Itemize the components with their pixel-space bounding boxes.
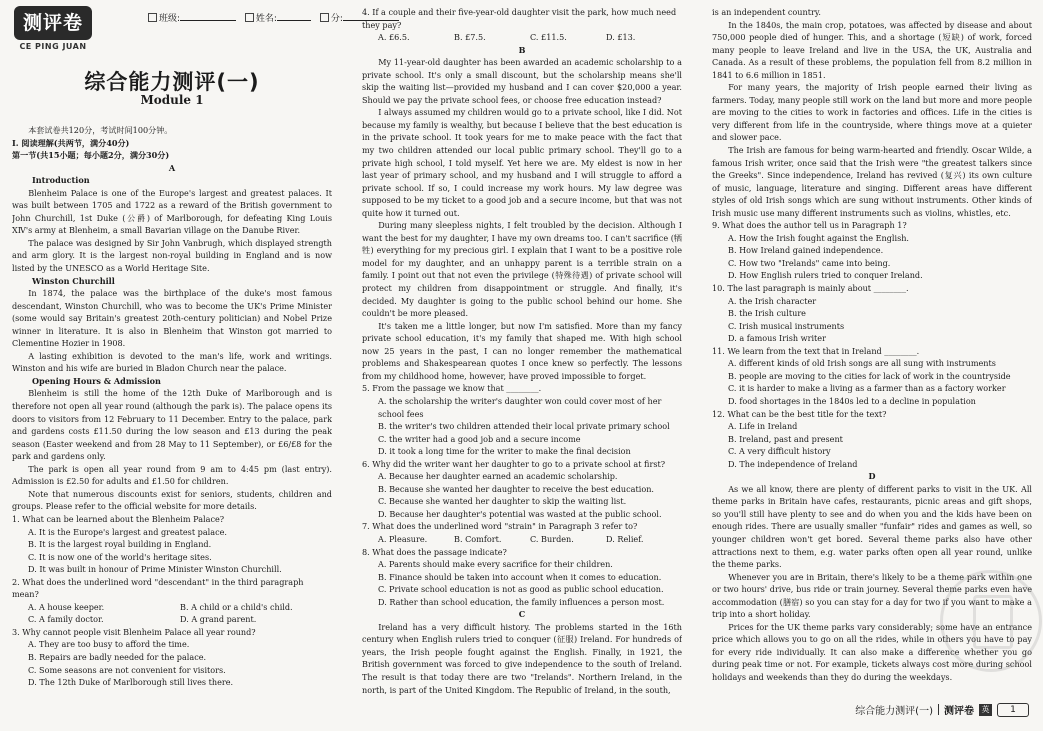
passage-letter: C <box>518 609 526 620</box>
option-choice[interactable]: B. the Irish culture <box>728 308 806 319</box>
section-heading: Ⅰ. 阅读理解(共两节，满分40分) <box>12 137 130 148</box>
name-field-icon <box>245 13 254 22</box>
passage-letter: B <box>518 44 526 55</box>
option-choice[interactable]: A. the scholarship the writer's daughter won could cover most of her school fees <box>378 395 662 419</box>
class-field-blank[interactable] <box>180 11 236 21</box>
option-choice[interactable]: B. the writer's two children attended their local private primary school <box>378 421 670 432</box>
paragraph: As we all know, there are plenty of different parks to visit in the UK. All theme parks in Britain have cafes, restaurants, picnic areas and gift shops, so you'll still have plenty to see and do when you and the kids have been on enough rides. There are usually smaller "funfair" rides and games as well, so younger children won't get bored. Several theme parks also have other attractions next to them, e.g. water parks often open all year round, unlike the theme parks. <box>712 483 1032 570</box>
option-choice[interactable]: D. A grand parent. <box>180 614 257 625</box>
paragraph: Ireland has a very difficult history. The problems started in the 16th century when English rulers tried to conquer (征服) Ireland. For hundreds of years, the Irish people fought against the English. Finally, in 1921, the British government was forced to give independence to the south of Ireland. The result is that today there are two "Irelands". Northern Ireland, in the north, is part of the United Kingdom. The Republic of Ireland, in the south, <box>362 621 682 695</box>
option-choice[interactable]: C. Private school education is not as good as public school education. <box>378 584 664 595</box>
option-choice[interactable]: B. £7.5. <box>454 32 486 43</box>
footer-label: 综合能力测评(一) <box>855 706 933 717</box>
option-choice[interactable]: A. Because her daughter earned an academic scholarship. <box>378 471 618 482</box>
option-choice[interactable]: D. The independence of Ireland <box>728 458 858 469</box>
subheading: Opening Hours & Admission <box>32 375 161 386</box>
question: 1. What can be learned about the Blenheim Palace? <box>12 513 225 524</box>
paragraph: Note that numerous discounts exist for seniors, students, children and groups. Please refer to the official website for more details. <box>12 488 332 512</box>
option-choice[interactable]: D. The 12th Duke of Marlborough still lives there. <box>28 677 234 688</box>
paragraph: The palace was designed by Sir John Vanbrugh, which displayed strength and arm glory. It is the largest non-royal building in England and is now listed by the UNESCO as a World Heritage Site. <box>12 237 332 274</box>
paragraph: It's taken me a little longer, but now I'm satisfied. More than my fancy private school education, it's my family that shaped me. With high school now 25 years in the past, I can no longer remember the mathematical problems and Shakespearean quotes I once knew so perfectly. The lessons from my childhood home, however, have proved impossible to forget. <box>362 320 682 381</box>
option-choice[interactable]: C. A very difficult history <box>728 446 831 457</box>
option-choice[interactable]: B. A child or a child's child. <box>180 601 293 612</box>
option-choice[interactable]: A. How the Irish fought against the English. <box>728 232 910 243</box>
score-field-label: 分: <box>330 14 343 24</box>
passage-letter: A <box>168 162 176 173</box>
option-choice[interactable]: C. How two "Irelands" came into being. <box>728 257 891 268</box>
page-number: 1 <box>997 703 1029 717</box>
question: 8. What does the passage indicate? <box>362 546 507 557</box>
logo-text: 测评卷 <box>14 6 92 40</box>
exam-intro: 本套试卷共120分，考试时间100分钟。 <box>28 125 173 135</box>
question: 9. What does the author tell us in Paragraph 1? <box>712 220 907 231</box>
option-row <box>378 533 682 546</box>
option-choice[interactable]: C. the writer had a good job and a secure income <box>378 433 581 444</box>
section-part-heading: 第一节(共15小题；每小题2分，满分30分) <box>12 150 170 161</box>
question: 7. What does the underlined word "strain" in Paragraph 3 refer to? <box>362 521 638 532</box>
option-row <box>28 613 332 626</box>
option-choice[interactable]: B. It is the largest royal building in England. <box>28 539 212 550</box>
option-choice[interactable]: C. £11.5. <box>530 32 567 43</box>
option-row <box>28 601 332 614</box>
question: 2. What does the underlined word "descendant" in the third paragraph mean? <box>12 576 304 600</box>
option-choice[interactable]: A. Parents should make every sacrifice for their children. <box>378 559 613 570</box>
option-choice[interactable]: A. £6.5. <box>378 32 410 43</box>
name-field-blank[interactable] <box>277 11 311 21</box>
question: 4. If a couple and their five-year-old daughter visit the park, how much need they pay? <box>362 7 677 30</box>
paragraph: Blenheim is still the home of the 12th Duke of Marlborough and is therefore not open all year round (although the park is). The palace opens its doors to visitors from 12 February to 11 December. Entry to the palace, park and gardens costs £11.50 during the low season and £13 during the peak season (Easter weekend and from 28 May to 11 September), or £6/£8 for the park and gardens only. <box>12 388 332 462</box>
option-choice[interactable]: D. a famous Irish writer <box>728 333 826 344</box>
footer-brand: 测评卷 <box>944 706 974 717</box>
option-choice[interactable]: C. It is now one of the world's heritage sites. <box>28 551 212 562</box>
option-choice[interactable]: D. Because her daughter's potential was wasted at the public school. <box>378 508 662 519</box>
paragraph: Whenever you are in Britain, there's likely to be a theme park within one or two hours' drive, bus ride or train journey. Several theme parks even have accommodation (膳宿) so you can stay for a day for two if you want to make a trip into a short holiday. <box>712 571 1032 620</box>
option-choice[interactable]: B. Finance should be taken into account when it comes to education. <box>378 571 662 582</box>
subject-badge: 英 <box>979 704 992 716</box>
question: 12. What can be the best title for the text? <box>712 408 887 419</box>
question: 10. The last paragraph is mainly about ________. <box>712 283 909 294</box>
option-choice[interactable]: D. Relief. <box>606 533 644 544</box>
option-choice[interactable]: B. Repairs are badly needed for the palace. <box>28 651 207 662</box>
option-choice[interactable]: A. different kinds of old Irish songs are all sung with instruments <box>728 358 996 369</box>
question: 3. Why cannot people visit Blenheim Palace all year round? <box>12 626 256 637</box>
name-field-label: 姓名: <box>255 14 277 24</box>
paragraph: A lasting exhibition is devoted to the man's life, work and writings. Winston and his wife are buried in Bladon Church near the palace. <box>12 350 332 374</box>
watermark-seal <box>940 570 1042 672</box>
paragraph: The park is open all year round from 9 am to 4:45 pm (last entry). Admission is £2.50 for adults and £1.50 for children. <box>12 463 332 487</box>
passage-letter: D <box>868 471 876 482</box>
option-choice[interactable]: C. Because she wanted her daughter to skip the waiting list. <box>378 496 627 507</box>
subheading: Introduction <box>32 175 90 186</box>
question: 6. Why did the writer want her daughter to go to a private school at first? <box>362 458 666 469</box>
paragraph: The Irish are famous for being warm-hearted and friendly. Oscar Wilde, a famous Irish writer, once said that the Irish were "the greatest talkers since the Greeks". Since independence, Ireland has revived (复兴) its own culture of music, language, literature and singing. Different areas have different styles of old Irish songs which are sung without instruments. Other kinds of Irish music use many different instruments such as violins, whistles, etc. <box>712 145 1032 218</box>
paragraph: is an independent country. <box>712 7 821 17</box>
option-choice[interactable]: A. A house keeper. <box>28 601 105 612</box>
logo-subtitle: CE PING JUAN <box>19 42 87 51</box>
option-choice[interactable]: B. Comfort. <box>454 533 502 544</box>
paragraph: Prices for the UK theme parks vary considerably; some have an entrance price which allows you to go on all the rides, while in others you have to pay for every ride individually. It can also make a difference whether you go during peak time or not. For example, tickets always cost more during school holidays and weekends than they do during the weekdays. <box>712 621 1032 682</box>
score-field-icon <box>320 13 329 22</box>
paragraph: Blenheim Palace is one of the Europe's largest and greatest palaces. It was built between 1705 and 1722 as a reward of the British government to John Churchill, 1st Duke (公爵) of Marlborough, for defeating King Louis ⅩⅣ's army at Blenheim, a small Bavarian village on the Danube River. <box>12 187 332 236</box>
option-choice[interactable]: D. food shortages in the 1840s led to a decline in population <box>728 395 976 406</box>
option-choice[interactable]: B. people are moving to the cities for lack of work in the countryside <box>728 370 1011 381</box>
class-field-label: 班级: <box>159 14 181 24</box>
column-left <box>12 124 332 689</box>
module-title: Module 1 <box>140 93 204 107</box>
question: 11. We learn from the text that in Ireland ________. <box>712 345 920 356</box>
paragraph: In 1874, the palace was the birthplace of the duke's most famous descendant, Winston Churchill, who was to become the UK's Prime Minister (some would say Britain's greatest 20th-century politician) and Nobel Prize winner in literature. It is also in Blenheim that Winston got married to Clementine Hozier in 1908. <box>12 288 332 349</box>
question: 5. From the passage we know that ________. <box>362 383 542 394</box>
option-row <box>378 31 682 44</box>
paragraph: I always assumed my children would go to a private school, like I did. Not because my family is wealthy, but because I believe that the best education is in the private school. It took years for me to make peace with the fact that my two children attended our local public primary school. They'll go to a private high school, I told myself. Yet here we are. My eldest is now in her last year of primary school, and my husband and I will struggle to afford a private school. If so, I could increase my work hours. My law degree was supposed to be my ticket to a good job and a secure income, but that was not quite how it turned out. <box>362 107 682 218</box>
footer-divider <box>938 704 939 715</box>
option-choice[interactable]: C. it is harder to make a living as a farmer than as a factory worker <box>728 383 1006 394</box>
page-footer <box>855 702 1029 717</box>
option-choice[interactable]: D. it took a long time for the writer to make the final decision <box>378 446 631 457</box>
option-choice[interactable]: D. £13. <box>606 32 636 43</box>
paragraph: For many years, the majority of Irish people earned their living as farmers. Today, many people still work on the land but more and more people are moving to the cities to work in factories and offices. Life in the cities is very different from life in the countryside, where things move at a quieter and slower pace. <box>712 82 1032 143</box>
option-choice[interactable]: C. Some seasons are not convenient for visitors. <box>28 664 226 675</box>
option-choice[interactable]: D. Rather than school education, the family influences a person most. <box>378 596 665 607</box>
option-choice[interactable]: C. Burden. <box>530 533 574 544</box>
option-choice[interactable]: D. It was built in honour of Prime Minister Winston Churchill. <box>28 564 282 575</box>
option-choice[interactable]: A. They are too busy to afford the time. <box>28 639 190 650</box>
subheading: Winston Churchill <box>32 275 115 286</box>
page-title: 综合能力测评(一) <box>84 70 260 94</box>
option-choice[interactable]: A. It is the Europe's largest and greatest palace. <box>28 526 227 537</box>
paragraph: My 11-year-old daughter has been awarded an academic scholarship to a private school. It's only a small discount, but the scholarship means she'll skip the waiting list—provided my husband and I can cover $20,000 a year. Should we pay the private school fees, or choose free education instead? <box>362 57 682 105</box>
option-choice[interactable]: A. the Irish character <box>728 295 817 306</box>
option-choice[interactable]: D. How English rulers tried to conquer Ireland. <box>728 270 923 281</box>
paragraph: In the 1840s, the main crop, potatoes, was affected by disease and about 750,000 people died of hunger. This, and a shortage (短缺) of work, forced many people to leave Ireland and live in the USA, the UK, Australia and Canada. As a result of these problems, the population fell from 8.2 million in 1841 to 6.6 million in 1851. <box>712 19 1032 80</box>
option-choice[interactable]: B. Because she wanted her daughter to receive the best education. <box>378 483 654 494</box>
class-field-icon <box>148 13 157 22</box>
option-choice[interactable]: B. Ireland, past and present <box>728 433 843 444</box>
option-choice[interactable]: C. A family doctor. <box>28 614 104 625</box>
paragraph: During many sleepless nights, I felt troubled by the decision. Although I want the best for my daughter, I have my own dreams too. I can't sacrifice (牺牲) everything for my precious girl. I explain that I want to be a positive role model for my daughter, and an unhappy parent is a terrible strain on a family. I point out that not even the privilege (特殊待遇) of private school will protect my children from disappointment or struggle. And finally, it's decided. My daughter is going to the public school behind our home. She couldn't be more pleased. <box>362 220 682 319</box>
option-choice[interactable]: B. How Ireland gained independence. <box>728 245 884 256</box>
logo <box>14 6 100 54</box>
option-choice[interactable]: A. Life in Ireland <box>728 421 798 432</box>
option-choice[interactable]: C. Irish musical instruments <box>728 320 845 331</box>
column-middle <box>362 6 682 696</box>
option-choice[interactable]: A. Pleasure. <box>378 533 428 544</box>
